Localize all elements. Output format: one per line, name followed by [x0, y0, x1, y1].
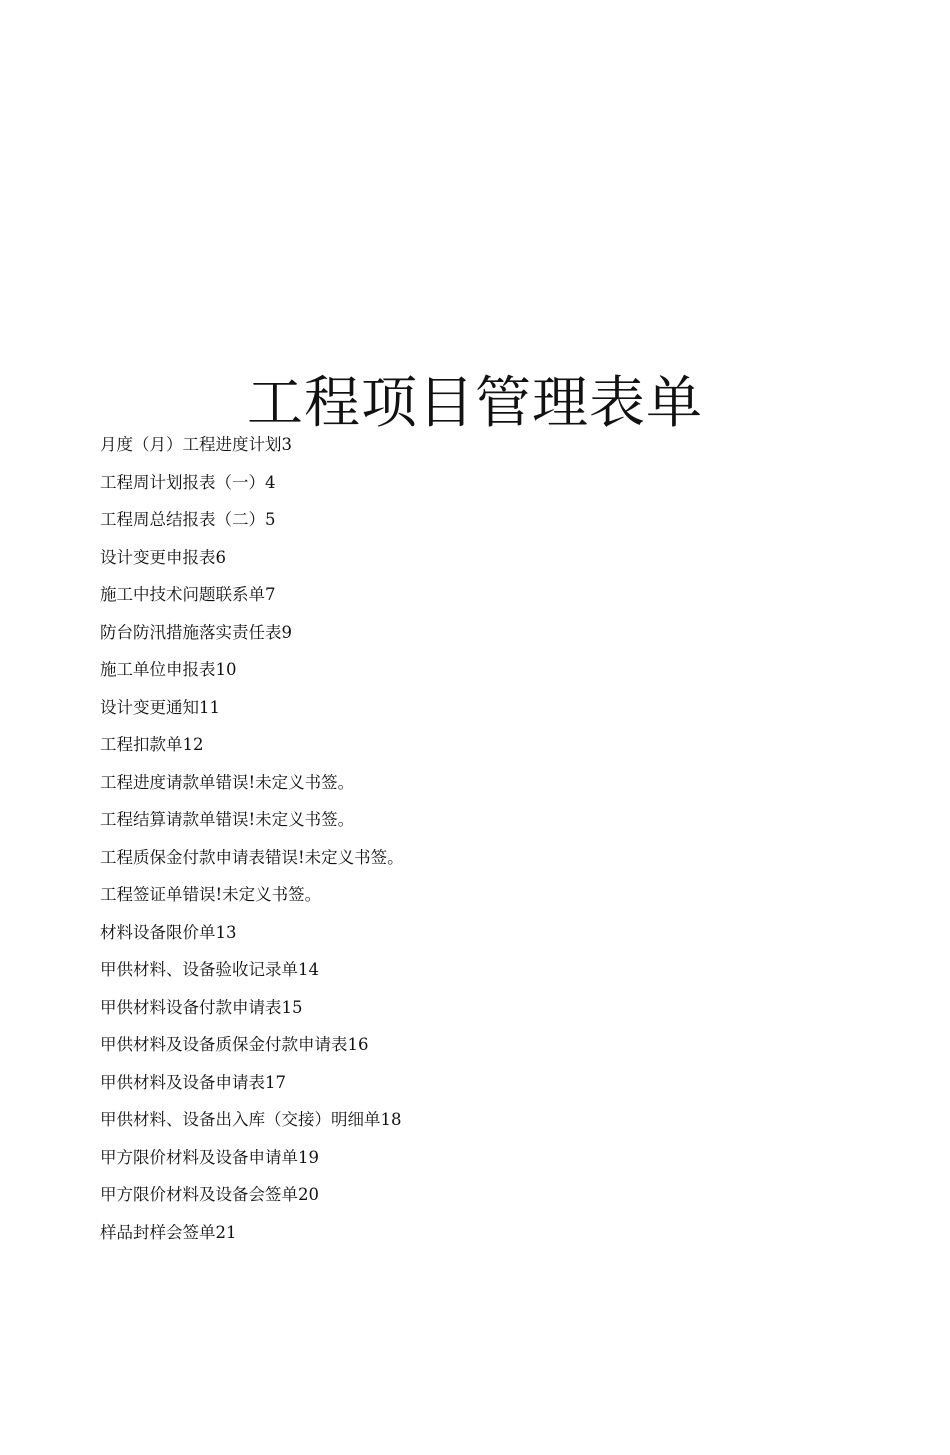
toc-entry-text: 工程质保金付款申请表	[100, 847, 265, 867]
toc-entry-page: 19	[298, 1147, 319, 1167]
toc-entry-text: 甲供材料、设备出入库（交接）明细单	[100, 1110, 381, 1129]
toc-entry-text: 甲供材料设备付款申请表	[100, 997, 282, 1017]
toc-entry[interactable]	[100, 1182, 404, 1220]
toc-entry-text: 工程扣款单	[100, 735, 183, 754]
toc-entry-text: 工程结算请款单	[100, 810, 216, 829]
toc-entry-text: 甲方限价材料及设备会签单	[100, 1185, 298, 1204]
toc-entry[interactable]	[100, 695, 404, 733]
toc-entry-page: 13	[215, 922, 237, 942]
toc-entry-page: 4	[265, 472, 276, 492]
toc-entry-page: 20	[298, 1185, 319, 1204]
toc-entry-page: 17	[265, 1072, 286, 1092]
toc-entry[interactable]	[100, 1032, 404, 1070]
toc-entry-text: 设计变更申报表	[100, 547, 216, 567]
toc-entry-page: 15	[281, 997, 303, 1017]
toc-entry-text: 施工中技术问题联系单	[100, 585, 265, 604]
toc-entry[interactable]	[100, 1070, 404, 1108]
toc-entry[interactable]	[100, 732, 404, 770]
toc-entry-text: 样品封样会签单	[100, 1222, 216, 1242]
toc-entry-page: 6	[215, 547, 226, 567]
toc-entry-text: 防台防汛措施落实责任表	[100, 622, 282, 642]
toc-entry[interactable]	[100, 620, 404, 658]
toc-entry-text: 工程周总结报表（二）	[100, 510, 265, 529]
toc-entry[interactable]	[100, 1220, 404, 1258]
toc-entry[interactable]	[100, 845, 404, 883]
toc-entry[interactable]	[100, 1107, 404, 1145]
table-of-contents	[100, 432, 404, 1257]
toc-entry[interactable]	[100, 1145, 404, 1183]
toc-entry[interactable]	[100, 770, 404, 808]
toc-entry[interactable]	[100, 882, 404, 920]
toc-entry[interactable]	[100, 807, 404, 845]
toc-entry-page: 错误!未定义书签。	[182, 885, 322, 904]
toc-entry-text: 甲方限价材料及设备申请单	[100, 1147, 298, 1167]
toc-entry-page: 7	[265, 585, 276, 604]
toc-entry-text: 甲供材料及设备申请表	[100, 1072, 265, 1092]
toc-entry-text: 工程周计划报表（一）	[100, 472, 265, 492]
toc-entry-page: 错误!未定义书签。	[265, 847, 404, 867]
toc-entry-page: 9	[281, 622, 292, 642]
toc-entry-page: 16	[347, 1035, 369, 1054]
toc-entry[interactable]	[100, 432, 404, 470]
toc-entry[interactable]	[100, 545, 404, 583]
document-title: 工程项目管理表单	[247, 371, 703, 436]
toc-entry-page: 21	[215, 1222, 237, 1242]
toc-entry-text: 甲供材料、设备验收记录单	[100, 960, 298, 979]
toc-entry-page: 11	[199, 697, 220, 717]
toc-entry[interactable]	[100, 995, 404, 1033]
toc-entry-page: 错误!未定义书签。	[215, 772, 355, 792]
toc-entry-page: 14	[298, 960, 319, 979]
toc-entry-page: 5	[265, 510, 276, 529]
toc-entry-text: 甲供材料及设备质保金付款申请表	[100, 1035, 348, 1054]
toc-entry-page: 18	[380, 1110, 402, 1129]
toc-entry-text: 材料设备限价单	[100, 922, 216, 942]
toc-entry-text: 工程进度请款单	[100, 772, 216, 792]
toc-entry-page: 错误!未定义书签。	[215, 810, 355, 829]
toc-entry[interactable]	[100, 957, 404, 995]
toc-entry-page: 3	[281, 435, 292, 454]
toc-entry[interactable]	[100, 920, 404, 958]
toc-entry-text: 设计变更通知	[100, 697, 199, 717]
toc-entry[interactable]	[100, 507, 404, 545]
toc-entry[interactable]	[100, 582, 404, 620]
toc-entry[interactable]	[100, 470, 404, 508]
toc-entry-text: 工程签证单	[100, 885, 183, 904]
toc-entry-page: 10	[215, 660, 237, 679]
toc-entry[interactable]	[100, 657, 404, 695]
toc-entry-page: 12	[182, 735, 204, 754]
toc-entry-text: 月度（月）工程进度计划	[100, 435, 282, 454]
toc-entry-text: 施工单位申报表	[100, 660, 216, 679]
